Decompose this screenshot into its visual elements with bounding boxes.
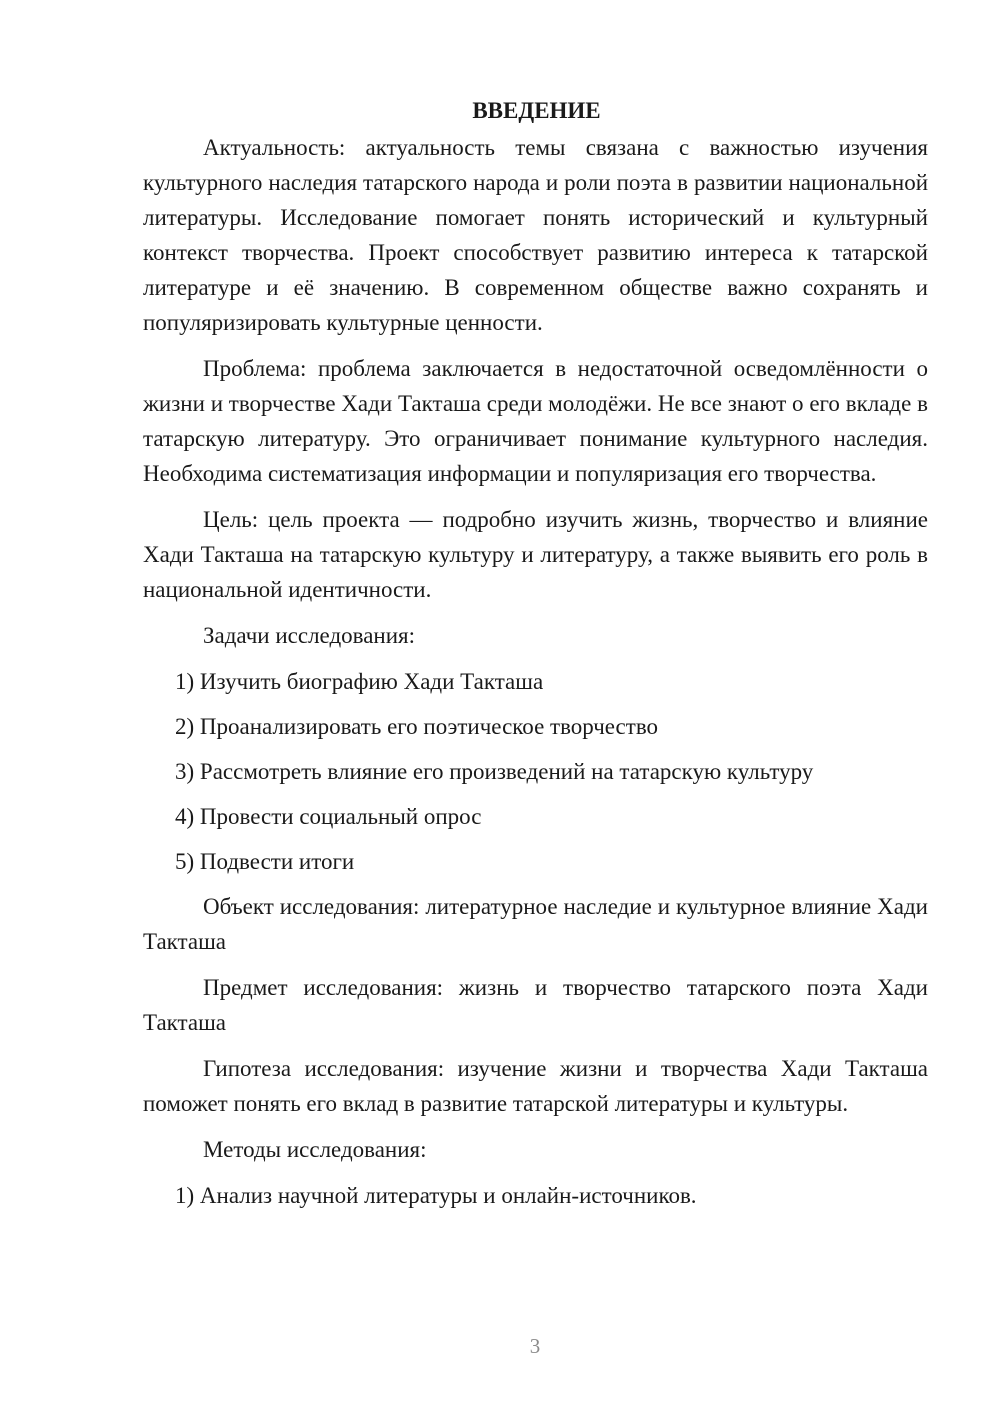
paragraph-object: Объект исследования: литературное наследие и культурное влияние Хади Такташа — [143, 894, 928, 954]
paragraph-problem: Проблема: проблема заключается в недостаточной осведомлённости о жизни и творчестве Хади Такташа среди молодёжи. Не все знают о его вкладе в татарскую литературу. Это ограничивает понимание культурного наследия. Необходима систематизация информации и популяризация его творчества. — [143, 356, 928, 486]
methods-heading: Методы исследования: — [203, 1137, 427, 1162]
document-page — [143, 93, 928, 1223]
page-title: ВВЕДЕНИЕ — [472, 98, 601, 123]
list-item: 1) Изучить биографию Хади Такташа — [175, 669, 544, 694]
tasks-heading: Задачи исследования: — [203, 623, 416, 648]
page-number: 3 — [529, 1334, 541, 1358]
list-item: 4) Провести социальный опрос — [175, 804, 482, 829]
list-item: 2) Проанализировать его поэтическое творчество — [175, 714, 659, 739]
tasks-list — [143, 664, 928, 879]
list-item: 1) Анализ научной литературы и онлайн-источников. — [175, 1183, 697, 1208]
methods-list — [143, 1178, 928, 1213]
list-item: 5) Подвести итоги — [175, 849, 355, 874]
paragraph-relevance: Актуальность: актуальность темы связана с важностью изучения культурного наследия татарского народа и роли поэта в развитии национальной литературы. Исследование помогает понять исторический и культурный контекст творчества. Проект способствует развитию интереса к татарской литературе и её значению. В современном обществе важно сохранять и популяризировать культурные ценности. — [143, 135, 928, 335]
paragraph-subject: Предмет исследования: жизнь и творчество татарского поэта Хади Такташа — [143, 975, 928, 1035]
paragraph-hypothesis: Гипотеза исследования: изучение жизни и творчества Хади Такташа поможет понять его вклад в развитие татарской литературы и культуры. — [143, 1056, 928, 1116]
list-item: 3) Рассмотреть влияние его произведений на татарскую культуру — [175, 759, 814, 784]
paragraph-goal: Цель: цель проекта — подробно изучить жизнь, творчество и влияние Хади Такташа на татарскую культуру и литературу, а также выявить его роль в национальной идентичности. — [143, 507, 928, 602]
